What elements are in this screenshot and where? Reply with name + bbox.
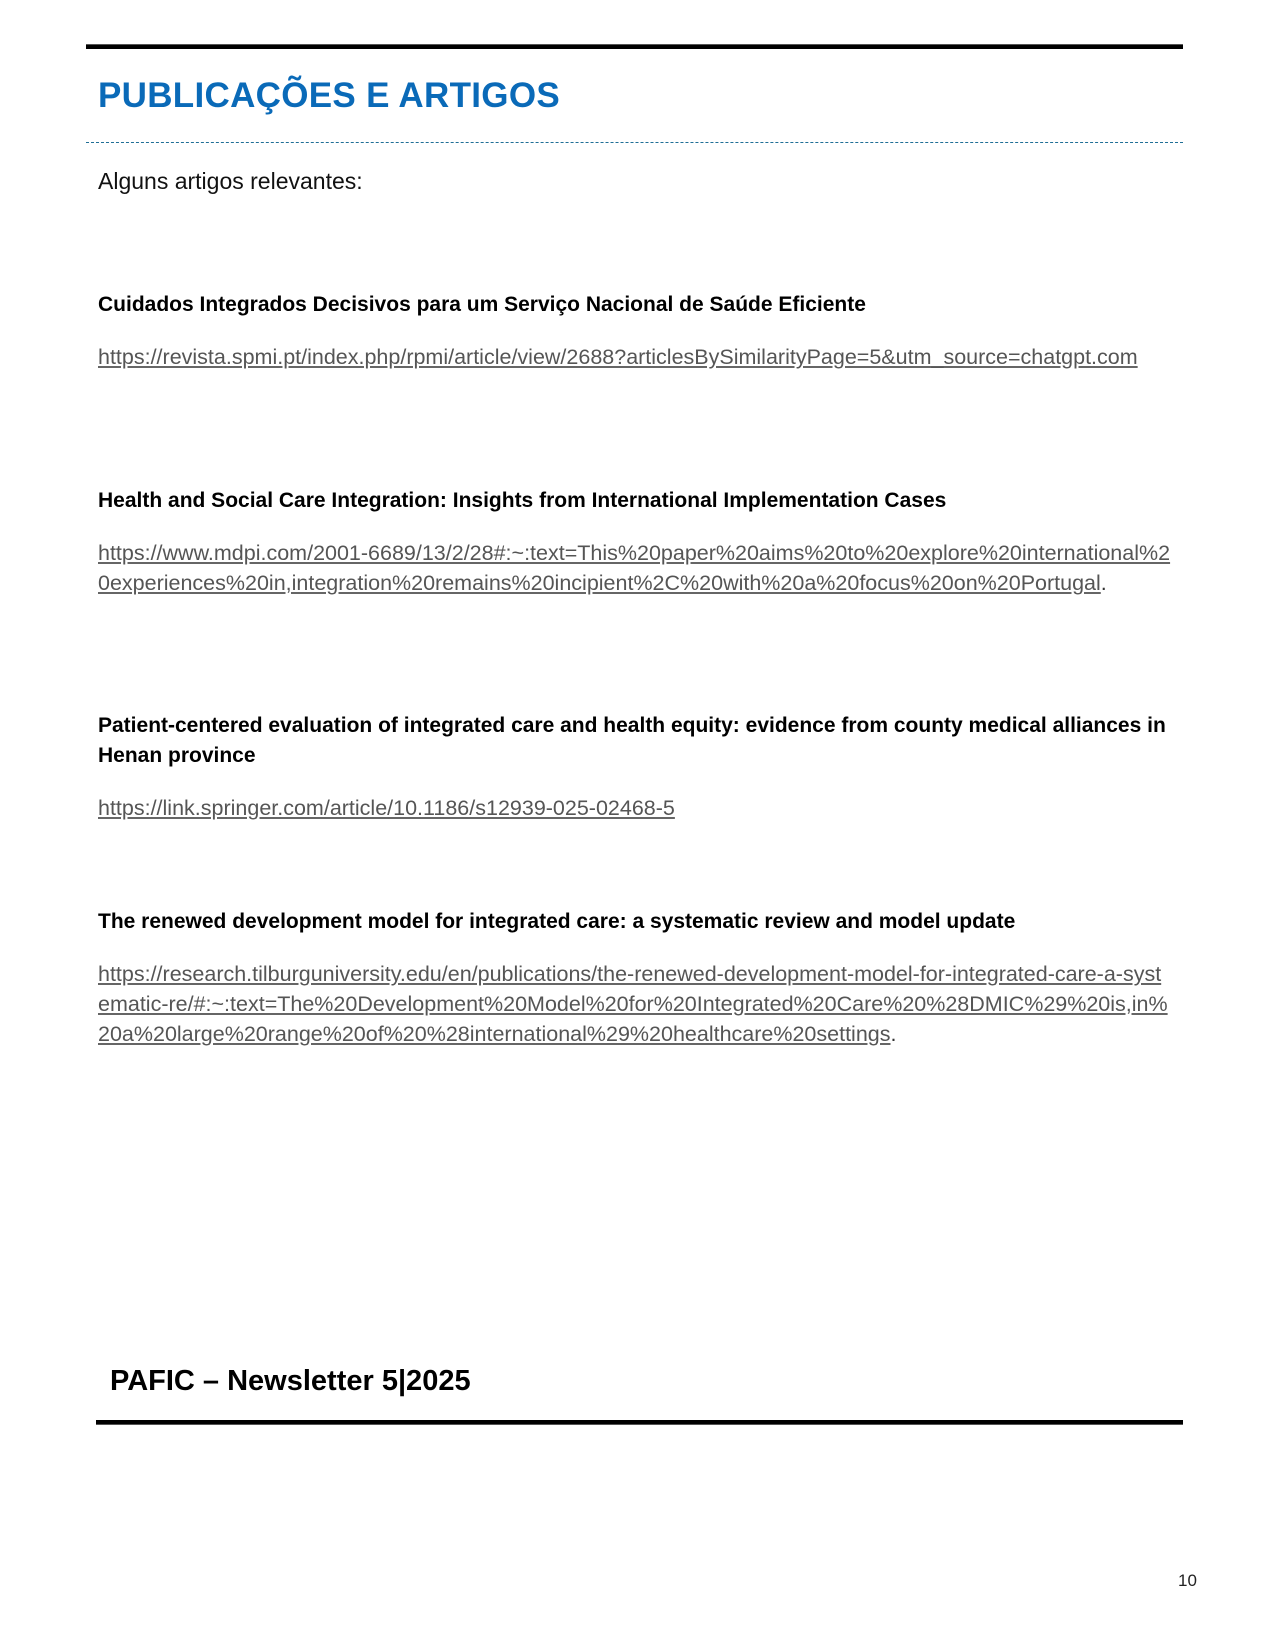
article-item [98,907,1173,1049]
footer-rule [96,1420,1183,1425]
article-link[interactable]: https://revista.spmi.pt/index.php/rpmi/article/view/2688?articlesBySimilarityPage=5&utm_source=chatgpt.com [98,345,1138,369]
newsletter-footer-title: PAFIC – Newsletter 5|2025 [110,1365,471,1397]
dashed-divider [86,142,1183,143]
article-link-block [98,793,1173,823]
article-title: The renewed development model for integrated care: a systematic review and model update [98,910,1016,933]
article-link[interactable]: https://link.springer.com/article/10.1186/s12939-025-02468-5 [98,796,675,820]
link-suffix: . [1100,571,1107,595]
article-title: Patient-centered evaluation of integrated care and health equity: evidence from county medical alliances in Henan province [98,714,1166,767]
section-title: PUBLICAÇÕES E ARTIGOS [98,76,560,115]
article-item [98,711,1173,823]
article-title: Health and Social Care Integration: Insights from International Implementation Cases [98,489,947,512]
intro-text: Alguns artigos relevantes: [98,168,363,194]
article-link[interactable]: https://research.tilburguniversity.edu/en/publications/the-renewed-development-model-for-integrated-care-a-systematic-re/#:~:text=The%20Development%20Model%20for%20Integrated%20Care%20%28DMIC%29%20is,in%20a%20large%20range%20of%20%28international%29%20healthcare%20settings [98,962,1168,1046]
article-item [98,486,1173,598]
article-title: Cuidados Integrados Decisivos para um Serviço Nacional de Saúde Eficiente [98,293,866,316]
article-link-block [98,538,1173,598]
header-rule [86,44,1183,49]
article-item [98,290,1173,372]
article-link-block [98,342,1173,372]
link-suffix: . [890,1022,897,1046]
article-link-block [98,959,1173,1049]
page-number: 10 [1178,1571,1197,1590]
article-link[interactable]: https://www.mdpi.com/2001-6689/13/2/28#:~:text=This%20paper%20aims%20to%20explore%20international%20experiences%20in,integration%20remains%20incipient%2C%20with%20a%20focus%20on%20Portugal [98,541,1171,595]
